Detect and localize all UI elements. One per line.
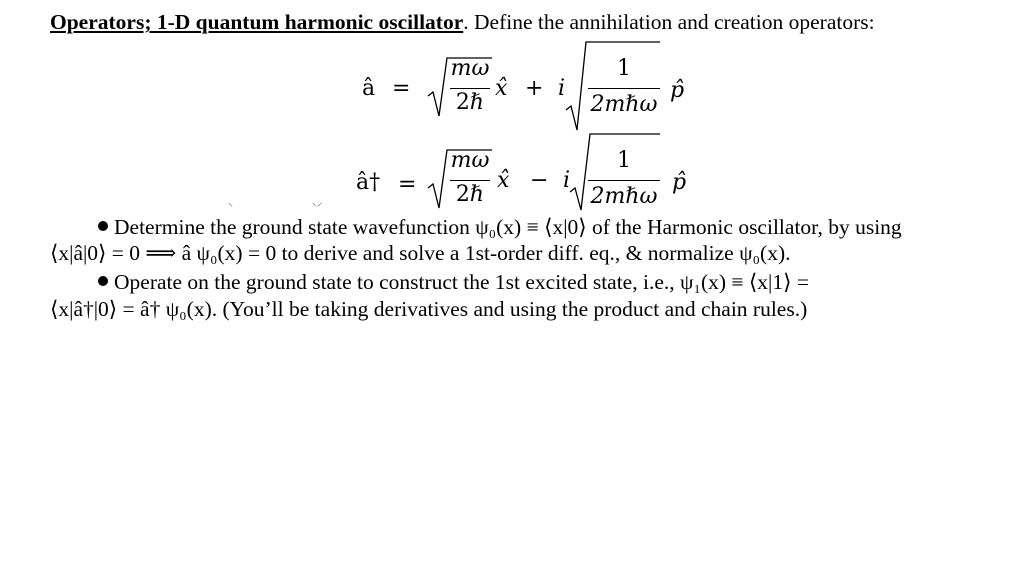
- a-dagger-symbol: â†: [356, 170, 381, 195]
- title-text: . Define the annihilation and creation operators:: [463, 10, 875, 34]
- bullet-continuation: [50, 297, 807, 322]
- fraction-bar: [588, 180, 660, 181]
- title-line: [50, 10, 875, 35]
- scan-mark: ⸌: [228, 202, 233, 213]
- bullet-text: Determine the ground state wavefunction ψ₀(x) ≡ ⟨x|0⟩ of the Harmonic oscillator, by using: [114, 215, 902, 239]
- imaginary-unit: i: [563, 168, 571, 193]
- equals-sign: =: [398, 172, 417, 197]
- sqrt-radical-2: [566, 40, 660, 132]
- bullet-icon: [98, 276, 108, 286]
- fraction-denominator: 2ℏ: [455, 182, 485, 207]
- bullet-icon: [98, 221, 108, 231]
- fraction-numerator: 1: [617, 56, 631, 81]
- bullet-continuation: [50, 241, 791, 266]
- a-hat-symbol: â: [362, 76, 376, 101]
- bullet-text: Operate on the ground state to construct the 1st excited state, i.e., ψ₁(x) ≡ ⟨x|1⟩ =: [114, 270, 809, 294]
- minus-sign: −: [530, 168, 549, 193]
- section-heading: Operators; 1-D quantum harmonic oscillator: [50, 10, 464, 34]
- x-operator: x̂: [497, 168, 510, 193]
- fraction-numerator: 1: [617, 148, 631, 173]
- plus-sign: +: [525, 76, 544, 101]
- bullet-item-excited-state: [98, 270, 809, 295]
- p-operator: p̂: [672, 170, 687, 195]
- equals-sign: =: [392, 76, 411, 101]
- fraction-denominator: 2ℏ: [455, 90, 485, 115]
- x-operator: x̂: [495, 76, 508, 101]
- p-operator: p̂: [670, 78, 685, 103]
- fraction-numerator: mω: [450, 148, 490, 173]
- bullet-item-ground-state: [98, 215, 902, 240]
- bullet-text: ⟨x|â|0⟩ = 0 ⟹ â ψ₀(x) = 0 to derive and solve a 1st-order diff. eq., & normalize ψ₀(x).: [50, 241, 791, 265]
- scan-mark: ⸌⸍: [312, 202, 322, 213]
- imaginary-unit: i: [558, 76, 566, 101]
- fraction-bar: [588, 88, 660, 89]
- fraction-denominator: 2mℏω: [590, 92, 658, 117]
- bullet-text: ⟨x|â†|0⟩ = â† ψ₀(x). (You’ll be taking derivatives and using the product and chain rules.): [50, 297, 808, 321]
- fraction-numerator: mω: [450, 56, 490, 81]
- fraction-denominator: 2mℏω: [590, 184, 658, 209]
